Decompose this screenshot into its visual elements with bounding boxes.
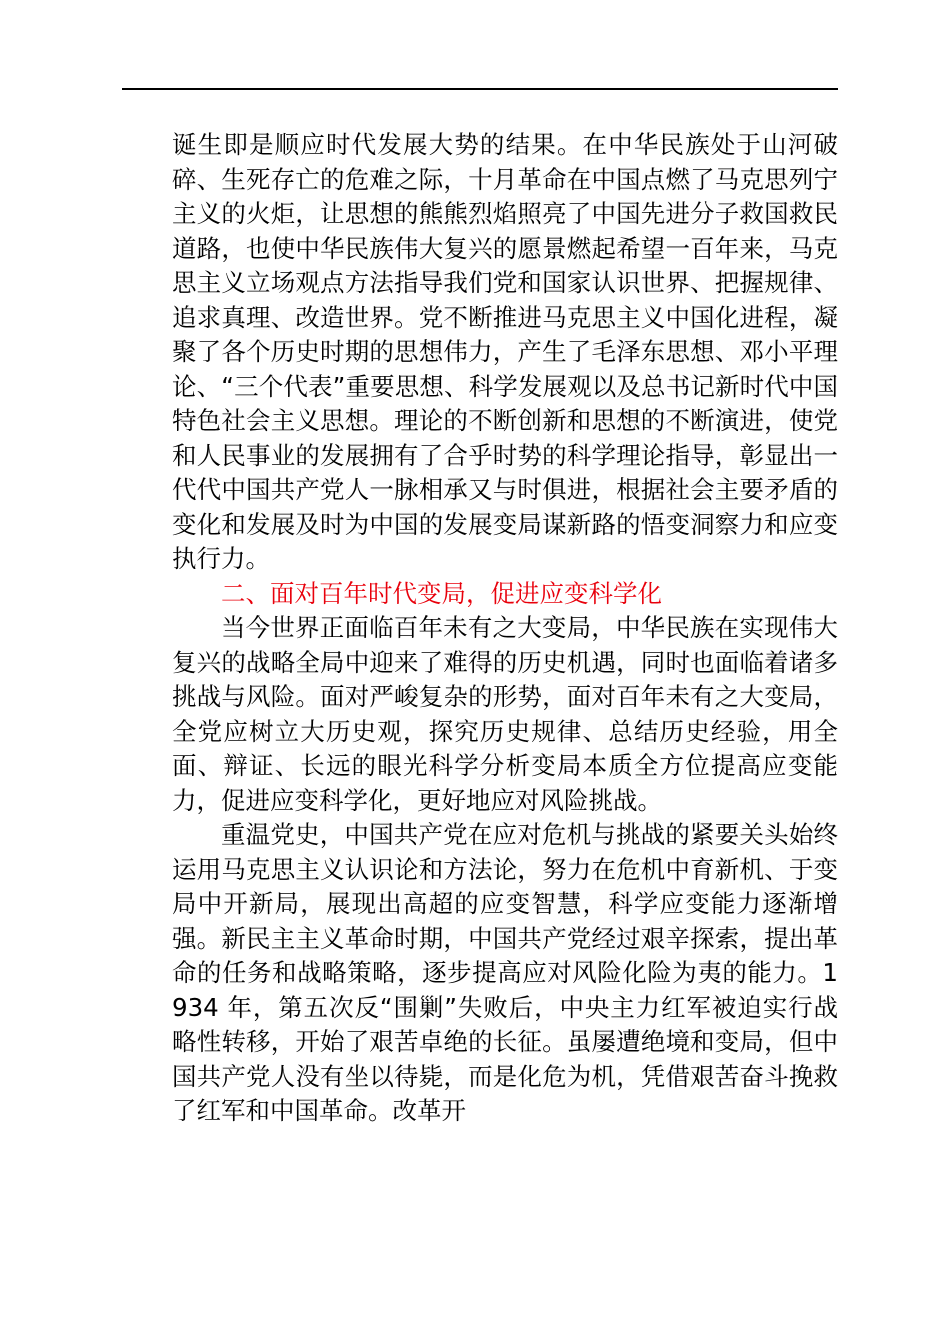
header-rule — [122, 88, 838, 90]
document-body — [172, 128, 838, 1129]
paragraph-history: 重温党史，中国共产党在应对危机与挑战的紧要关头始终运用马克思主义认识论和方法论，努力在危机中育新机、于变局中开新局，展现出高超的应变智慧，科学应变能力逐渐增强。新民主主义革命时期，中国共产党经过艰辛探索，提出革命的任务和战略策略，逐步提高应对风险化险为夷的能力。1934 年，第五次反“围剿”失败后，中央主力红军被迫实行战略性转移，开始了艰苦卓绝的长征。虽屡遭绝境和变局，但中国共产党人没有坐以待毙，而是化危为机，凭借艰苦奋斗挽救了红军和中国革命。改革开 — [172, 820, 838, 1125]
paragraph-continuation: 诞生即是顺应时代发展大势的结果。在中华民族处于山河破碎、生死存亡的危难之际，十月革命在中国点燃了马克思列宁主义的火炬，让思想的熊熊烈焰照亮了中国先进分子救国救民道路，也使中华民族伟大复兴的愿景燃起希望一百年来，马克思主义立场观点方法指导我们党和国家认识世界、把握规律、追求真理、改造世界。党不断推进马克思主义中国化进程，凝聚了各个历史时期的思想伟力，产生了毛泽东思想、邓小平理论、“三个代表”重要思想、科学发展观以及总书记新时代中国特色社会主义思想。理论的不断创新和思想的不断演进，使党和人民事业的发展拥有了合乎时势的科学理论指导，彰显出一代代中国共产党人一脉相承又与时俱进，根据社会主要矛盾的变化和发展及时为中国的发展变局谋新路的悟变洞察力和应变执行力。 — [172, 130, 838, 573]
paragraph-intro: 当今世界正面临百年未有之大变局，中华民族在实现伟大复兴的战略全局中迎来了难得的历史机遇，同时也面临着诸多挑战与风险。面对严峻复杂的形势，面对百年未有之大变局，全党应树立大历史观，探究历史规律、总结历史经验，用全面、辩证、长远的眼光科学分析变局本质全方位提高应变能力，促进应变科学化，更好地应对风险挑战。 — [172, 613, 838, 815]
section-heading: 二、面对百年时代变局，促进应变科学化 — [221, 578, 662, 608]
